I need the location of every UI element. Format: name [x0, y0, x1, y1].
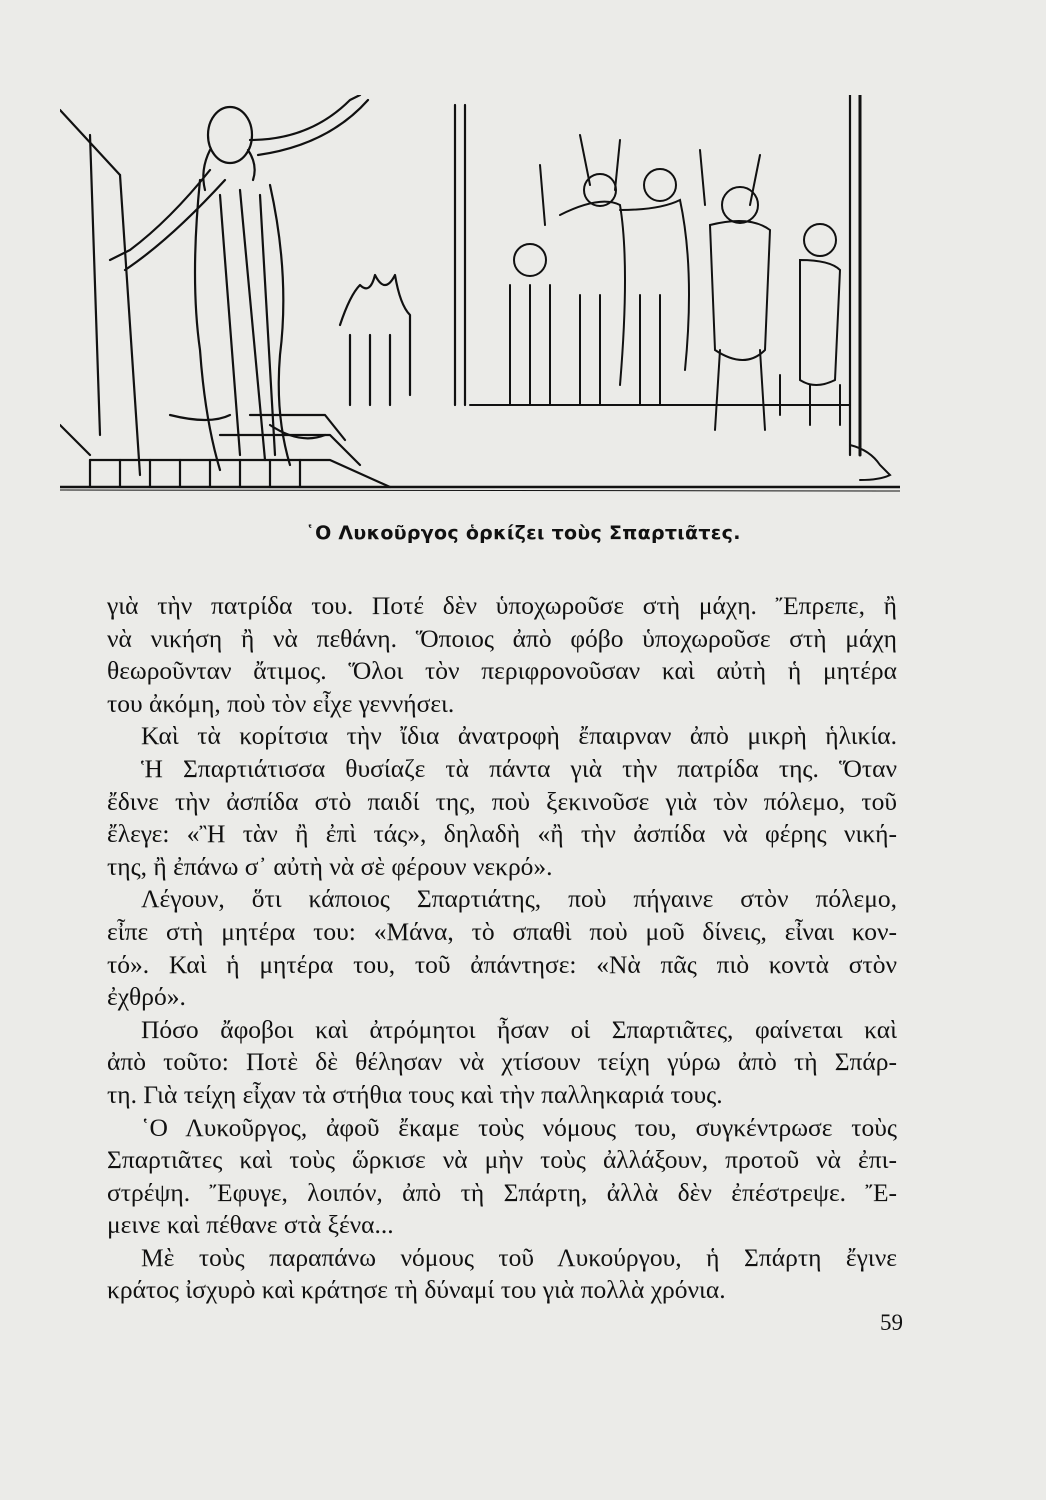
illustration-left-panel [60, 95, 900, 491]
text-line: του ἀκόμη, ποὺ τὸν εἶχε γεννήσει. [107, 688, 455, 718]
text-line: ἔδινε τὴν ἀσπίδα στὸ παιδί της, ποὺ ξεκινοῦσε γιὰ τὸν πόλεμο, τοῦ [107, 786, 897, 816]
illustration-caption: ῾Ο Λυκοῦργος ὁρκίζει τοὺς Σπαρτιᾶτες. [305, 522, 741, 544]
body-text [107, 590, 897, 1307]
text-line: τη. Γιὰ τείχη εἶχαν τὰ στήθια τους καὶ τὴν παλληκαριά τους. [107, 1079, 723, 1109]
illustration [60, 95, 900, 510]
illustration-right-panel [470, 135, 890, 480]
text-line: Λέγουν, ὅτι κάποιος Σπαρτιάτης, ποὺ πήγαινε στὸν πόλεμο, [141, 884, 897, 914]
text-line: ῾Ο Λυκοῦργος, ἀφοῦ ἔκαμε τοὺς νόμους του, συγκέντρωσε τοὺς [141, 1112, 897, 1142]
text-line: μεινε καὶ πέθανε στὰ ξένα... [107, 1210, 394, 1240]
text-line: Πόσο ἄφοβοι καὶ ἀτρόμητοι ἦσαν οἱ Σπαρτιᾶτες, φαίνεται καὶ [141, 1014, 897, 1044]
text-line: γιὰ τὴν πατρίδα του. Ποτέ δὲν ὑποχωροῦσε στὴ μάχη. Ἔπρεπε, ἢ [107, 591, 897, 620]
text-line: τό». Καὶ ἡ μητέρα του, τοῦ ἀπάντησε: «Νὰ πᾶς πιὸ κοντὰ στὸν [107, 949, 897, 979]
text-line: ἔλεγε: «Ἢ τὰν ἢ ἐπὶ τάς», δηλαδὴ «ἢ τὴν ἀσπίδα νὰ φέρης νική- [107, 819, 897, 849]
text-line: ἀπὸ τοῦτο: Ποτὲ δὲ θέλησαν νὰ χτίσουν τείχη γύρω ἀπὸ τὴ Σπάρ- [107, 1047, 897, 1077]
text-line: εἶπε στὴ μητέρα του: «Μάνα, τὸ σπαθὶ ποὺ μοῦ δίνεις, εἶναι κον- [107, 916, 897, 946]
page-number: 59 [880, 1310, 903, 1335]
text-line: Ἡ Σπαρτιάτισσα θυσίαζε τὰ πάντα γιὰ τὴν πατρίδα της. Ὅταν [141, 753, 897, 783]
text-line: Καὶ τὰ κορίτσια τὴν ἴδια ἀνατροφὴ ἔπαιρναν ἀπὸ μικρὴ ἡλικία. [141, 721, 897, 751]
text-line: ἐχθρό». [107, 982, 186, 1012]
text-line: της, ἢ ἐπάνω σ᾿ αὐτὴ νὰ σὲ φέρουν νεκρό». [107, 851, 553, 881]
text-line: νὰ νικήση ἢ νὰ πεθάνη. Ὅποιος ἀπὸ φόβο ὑποχωροῦσε στὴ μάχη [107, 623, 897, 653]
text-line: κράτος ἰσχυρὸ καὶ κράτησε τὴ δύναμί του γιὰ πολλὰ χρόνια. [107, 1275, 726, 1305]
text-line: στρέψη. Ἔφυγε, λοιπόν, ἀπὸ τὴ Σπάρτη, ἀλλὰ δὲν ἐπέστρεψε. Ἔ- [107, 1177, 897, 1207]
text-line: θεωροῦνταν ἄτιμος. Ὅλοι τὸν περιφρονοῦσαν καὶ αὐτὴ ἡ μητέρα [107, 656, 897, 686]
text-line: Σπαρτιᾶτες καὶ τοὺς ὥρκισε νὰ μὴν τοὺς ἀλλάξουν, προτοῦ νὰ ἐπι- [107, 1145, 897, 1175]
text-line: Μὲ τοὺς παραπάνω νόμους τοῦ Λυκούργου, ἡ Σπάρτη ἔγινε [141, 1242, 897, 1272]
